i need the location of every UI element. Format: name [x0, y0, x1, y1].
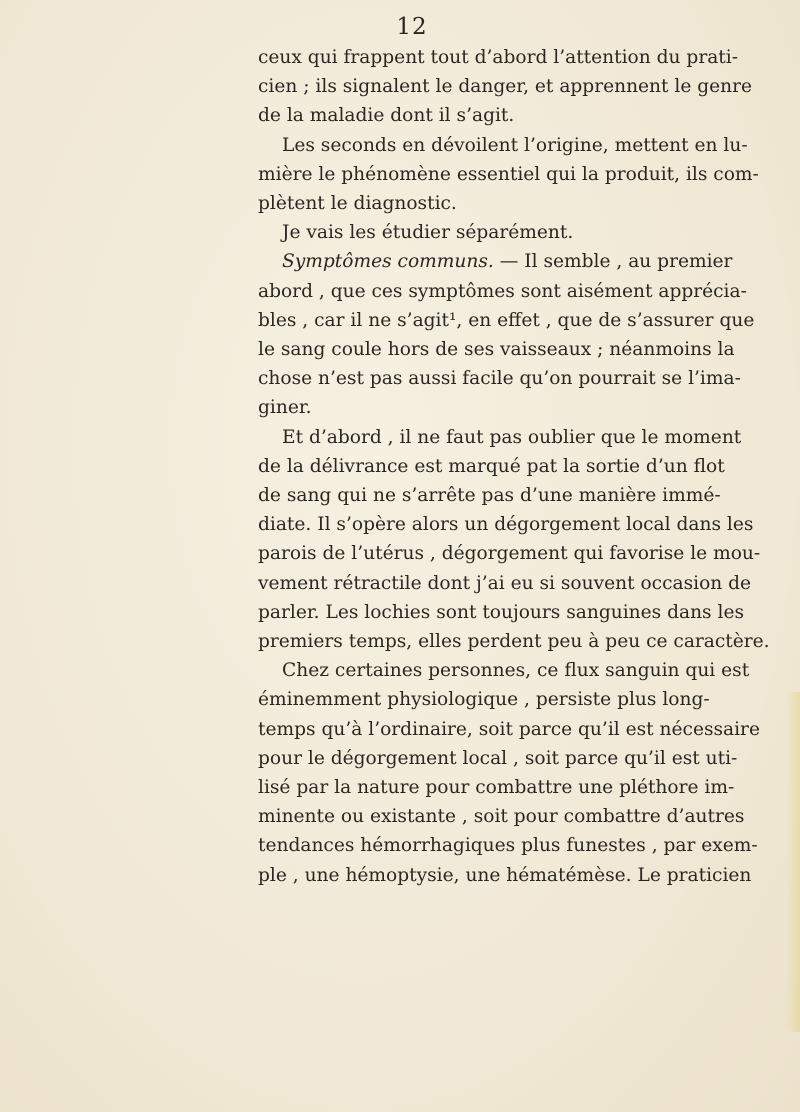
paragraph-2 — [258, 131, 759, 219]
text-line: éminemment physiologique , persiste plus long- — [258, 689, 710, 711]
text-line: Les seconds en dévoilent l’origine, mettent en lu- — [282, 134, 748, 156]
text-line: tendances hémorrhagiques plus funestes , par exem- — [258, 835, 758, 857]
text-line: lisé par la nature pour combattre une pléthore im- — [258, 777, 735, 799]
paragraph-6 — [258, 656, 760, 890]
text-line: ceux qui frappent tout d’abord l’attention du prati- — [258, 47, 738, 68]
text-line: le sang coule hors de ses vaisseaux ; néanmoins la — [258, 339, 735, 361]
paragraph-5 — [258, 423, 770, 657]
paragraph-4 — [258, 247, 755, 422]
section-heading: Symptômes communs. — [282, 251, 494, 273]
paragraph-1 — [258, 43, 753, 131]
text-line: premiers temps, elles perdent peu à peu ce caractère. — [258, 631, 770, 653]
text-fragment: — Il semble , au premier — [499, 251, 733, 273]
text-line: mière le phénomène essentiel qui la produit, ils com- — [258, 163, 759, 185]
text-line: cien ; ils signalent le danger, et apprennent le genre — [258, 76, 753, 98]
page-number: 12 — [396, 14, 428, 40]
text-line: chose n’est pas aussi facile qu’on pourrait se l’ima- — [258, 368, 741, 390]
text-line: minente ou existante , soit pour combattre d’autres — [258, 806, 745, 828]
text-line: ple , une hémoptysie, une hématémèse. Le praticien — [258, 864, 752, 886]
body-text — [258, 43, 770, 890]
text-line: parois de l’utérus , dégorgement qui favorise le mou- — [258, 543, 761, 565]
text-line: abord , que ces symptômes sont aisément apprécia- — [258, 280, 747, 302]
text-line: diate. Il s’opère alors un dégorgement local dans les — [258, 514, 754, 536]
text-line: temps qu’à l’ordinaire, soit parce qu’il est nécessaire — [258, 718, 760, 740]
text-line: pour le dégorgement local , soit parce qu’il est uti- — [258, 747, 738, 769]
text-line: plètent le diagnostic. — [258, 193, 457, 215]
text-line: giner. — [258, 397, 312, 419]
text-line: Je vais les étudier séparément. — [282, 222, 574, 244]
text-line: Et d’abord , il ne faut pas oublier que le moment — [282, 426, 742, 448]
text-line: Chez certaines personnes, ce flux sanguin qui est — [282, 660, 750, 682]
text-line: de la délivrance est marqué pat la sortie d’un flot — [258, 455, 725, 477]
paragraph-3 — [258, 218, 688, 247]
text-line: parler. Les lochies sont toujours sanguines dans les — [258, 601, 745, 623]
text-line: de la maladie dont il s’agit. — [258, 105, 515, 127]
text-line: vement rétractile dont j’ai eu si souvent occasion de — [258, 572, 752, 594]
text-line: bles , car il ne s’agit¹, en effet , que de s’assurer que — [258, 309, 755, 331]
paper-stain — [786, 692, 800, 1032]
text-line: de sang qui ne s’arrête pas d’une manière immé- — [258, 485, 721, 507]
text-line — [258, 247, 733, 276]
